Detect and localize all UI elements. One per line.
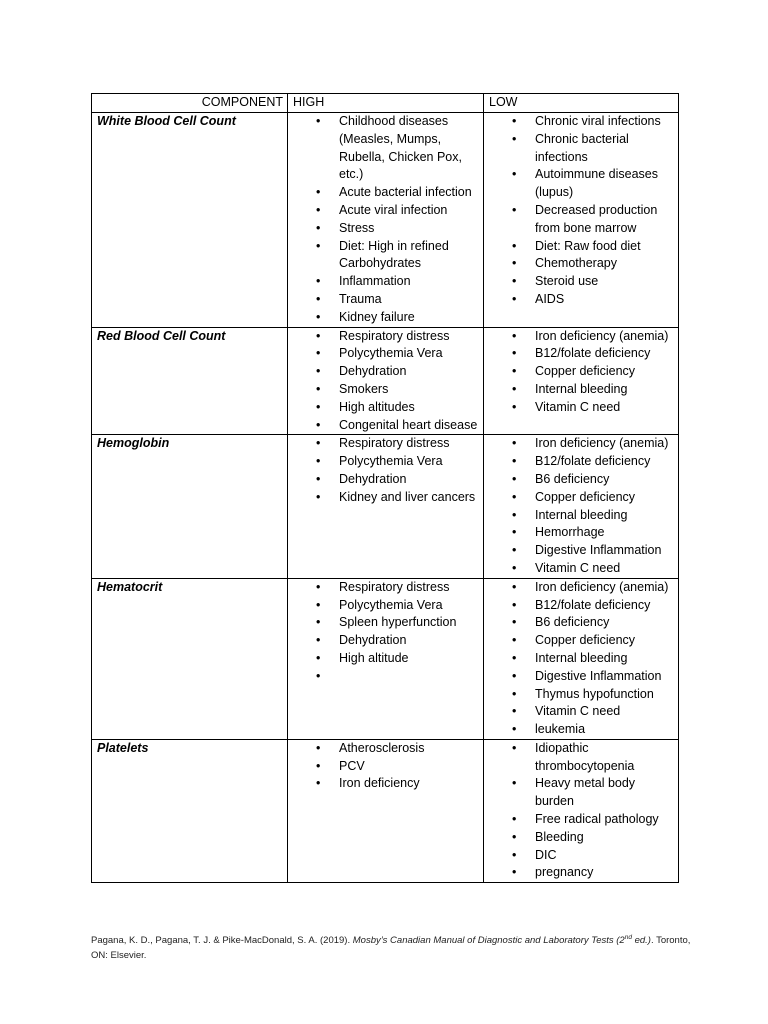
list-item [489, 202, 674, 238]
bullet-icon: • [512, 740, 517, 755]
list-item-text: Trauma [339, 291, 382, 306]
list-item [293, 471, 479, 489]
list-item [293, 309, 479, 327]
list-item [489, 847, 674, 865]
bullet-icon: • [316, 309, 321, 324]
bullet-icon: • [512, 668, 517, 683]
bullet-icon: • [316, 291, 321, 306]
bullet-icon: • [512, 865, 517, 880]
bullet-icon: • [512, 364, 517, 379]
list-item-text: B12/folate deficiency [535, 454, 651, 469]
list-item [293, 579, 479, 597]
high-causes-list [293, 113, 479, 327]
table-row [92, 435, 679, 578]
bullet-icon: • [512, 471, 517, 486]
list-item [489, 381, 674, 399]
bullet-icon: • [316, 346, 321, 361]
list-item [489, 489, 674, 507]
list-item-text: Thymus hypofunction [535, 686, 654, 701]
list-item [293, 399, 479, 417]
list-item-text: B6 deficiency [535, 615, 610, 630]
bullet-icon: • [512, 829, 517, 844]
citation-title: Mosby’s Canadian Manual of Diagnostic and Laboratory Tests (2nd ed.) [352, 933, 651, 946]
list-item [293, 597, 479, 615]
list-item-text: Copper deficiency [535, 364, 636, 379]
list-item-text: Vitamin C need [535, 399, 621, 414]
citation-title-superscript: nd [624, 933, 632, 941]
list-item-text: Iron deficiency (anemia) [535, 328, 669, 343]
bullet-icon: • [316, 328, 321, 343]
high-causes-cell [288, 739, 484, 882]
bullet-icon: • [512, 131, 517, 146]
bullet-icon: • [512, 704, 517, 719]
list-item [489, 597, 674, 615]
bullet-icon: • [512, 399, 517, 414]
bullet-icon: • [316, 220, 321, 235]
list-item-text: B6 deficiency [535, 471, 610, 486]
list-item [293, 614, 479, 632]
bullet-icon: • [512, 579, 517, 594]
bullet-icon: • [316, 364, 321, 379]
bullet-icon: • [512, 560, 517, 575]
list-item-text: Digestive Inflammation [535, 668, 662, 683]
list-item-text: Chronic viral infections [535, 114, 661, 128]
bullet-icon: • [316, 381, 321, 396]
list-item-text: Digestive Inflammation [535, 543, 662, 558]
list-item-text: Atherosclerosis [339, 740, 425, 755]
list-item [489, 363, 674, 381]
list-item [489, 811, 674, 829]
low-causes-cell [484, 113, 679, 328]
list-item [489, 721, 674, 739]
list-item-text: Hemorrhage [535, 525, 605, 540]
list-item-text: Vitamin C need [535, 704, 621, 719]
list-item [489, 453, 674, 471]
high-causes-list [293, 435, 479, 506]
list-item [489, 614, 674, 632]
bullet-icon: • [316, 274, 321, 289]
list-item-text: Kidney and liver cancers [339, 489, 476, 504]
bullet-icon: • [316, 489, 321, 504]
bullet-icon: • [512, 256, 517, 271]
bullet-icon: • [512, 812, 517, 827]
list-item [489, 524, 674, 542]
list-item [489, 131, 674, 167]
list-item-text: Decreased production from bone marrow [535, 202, 658, 235]
list-item [293, 328, 479, 346]
list-item-text: leukemia [535, 722, 586, 737]
list-item [293, 291, 479, 309]
low-causes-list [489, 328, 674, 417]
bullet-icon: • [512, 776, 517, 791]
bullet-icon: • [512, 686, 517, 701]
high-causes-cell [288, 435, 484, 578]
list-item [489, 650, 674, 668]
list-item [489, 507, 674, 525]
list-item [293, 184, 479, 202]
bullet-icon: • [512, 615, 517, 630]
bullet-icon: • [512, 291, 517, 306]
list-item-text: Respiratory distress [339, 436, 450, 451]
list-item-text: pregnancy [535, 865, 594, 880]
bullet-icon: • [316, 740, 321, 755]
list-item [293, 650, 479, 668]
list-item-text: Respiratory distress [339, 328, 450, 343]
list-item [489, 632, 674, 650]
bullet-icon: • [316, 668, 321, 683]
bullet-icon: • [512, 722, 517, 737]
list-item-text: Chronic bacterial infections [535, 131, 629, 164]
bullet-icon: • [316, 238, 321, 253]
list-item [293, 758, 479, 776]
bullet-icon: • [512, 114, 517, 128]
list-item [489, 668, 674, 686]
list-item [489, 291, 674, 309]
table-row [92, 327, 679, 435]
bullet-icon: • [512, 274, 517, 289]
component-name: Red Blood Cell Count [92, 327, 288, 435]
list-item [293, 363, 479, 381]
list-item [293, 113, 479, 184]
list-item-text: Dehydration [339, 364, 407, 379]
bullet-icon: • [512, 507, 517, 522]
list-item [489, 775, 674, 811]
list-item-text: Iron deficiency (anemia) [535, 436, 669, 451]
bullet-icon: • [512, 346, 517, 361]
bullet-icon: • [316, 454, 321, 469]
list-item-text: High altitude [339, 650, 409, 665]
bullet-icon: • [316, 114, 321, 128]
list-item-text: Bleeding [535, 829, 584, 844]
list-item-text: Polycythemia Vera [339, 454, 443, 469]
list-item [489, 703, 674, 721]
list-item-text: Stress [339, 220, 375, 235]
low-causes-list [489, 740, 674, 882]
list-item [489, 686, 674, 704]
bullet-icon: • [316, 615, 321, 630]
bullet-icon: • [512, 202, 517, 217]
list-item [293, 775, 479, 793]
table-row [92, 113, 679, 328]
list-item-text: Inflammation [339, 274, 411, 289]
list-item [293, 453, 479, 471]
list-item-text: Congenital heart disease [339, 417, 478, 432]
bullet-icon: • [316, 579, 321, 594]
high-causes-cell [288, 578, 484, 739]
list-item-text: Kidney failure [339, 309, 415, 324]
bullet-icon: • [512, 167, 517, 182]
list-item-text: PCV [339, 758, 365, 773]
bullet-icon: • [512, 381, 517, 396]
list-item [293, 345, 479, 363]
list-item-text: AIDS [535, 291, 565, 306]
list-item-text: Vitamin C need [535, 560, 621, 575]
list-item-text: Smokers [339, 381, 389, 396]
list-item-text: B12/folate deficiency [535, 346, 651, 361]
bullet-icon: • [512, 454, 517, 469]
list-item [489, 399, 674, 417]
list-item-text: Acute viral infection [339, 202, 448, 217]
bullet-icon: • [512, 489, 517, 504]
header-low: LOW [484, 94, 679, 113]
bullet-icon: • [316, 436, 321, 451]
bullet-icon: • [512, 847, 517, 862]
list-item [489, 238, 674, 256]
list-item-text: Chemotherapy [535, 256, 617, 271]
list-item-text: Polycythemia Vera [339, 346, 443, 361]
component-name: Platelets [92, 739, 288, 882]
header-high: HIGH [288, 94, 484, 113]
high-causes-list [293, 579, 479, 686]
list-item [489, 560, 674, 578]
list-item-text: Steroid use [535, 274, 599, 289]
list-item [489, 113, 674, 131]
low-causes-list [489, 113, 674, 309]
list-item-text: High altitudes [339, 399, 415, 414]
list-item-text: Respiratory distress [339, 579, 450, 594]
component-name: Hemoglobin [92, 435, 288, 578]
bullet-icon: • [512, 328, 517, 343]
bullet-icon: • [316, 758, 321, 773]
high-causes-list [293, 328, 479, 435]
list-item-text: Autoimmune diseases (lupus) [535, 167, 658, 200]
bullet-icon: • [512, 650, 517, 665]
bullet-icon: • [512, 633, 517, 648]
list-item-text: Internal bleeding [535, 507, 628, 522]
list-item [293, 740, 479, 758]
list-item-text: Childhood diseases (Measles, Mumps, Rubella, Chicken Pox, etc.) [339, 114, 462, 182]
list-item-text: Internal bleeding [535, 650, 628, 665]
bullet-icon: • [512, 238, 517, 253]
list-item-text: Dehydration [339, 471, 407, 486]
table-row [92, 739, 679, 882]
list-item-text: Diet: High in refined Carbohydrates [339, 238, 449, 271]
high-causes-cell [288, 327, 484, 435]
list-item-text: B12/folate deficiency [535, 597, 651, 612]
list-item-text: Free radical pathology [535, 812, 659, 827]
list-item-text: Copper deficiency [535, 633, 636, 648]
list-item [489, 471, 674, 489]
bullet-icon: • [316, 650, 321, 665]
list-item [293, 417, 479, 435]
list-item-text: Idiopathic thrombocytopenia [535, 740, 635, 773]
bullet-icon: • [512, 525, 517, 540]
citation-authors: Pagana, K. D., Pagana, T. J. & Pike-MacDonald, S. A. (2019). [91, 935, 353, 946]
low-causes-cell [484, 327, 679, 435]
component-name: Hematocrit [92, 578, 288, 739]
list-item-text: Heavy metal body burden [535, 776, 636, 809]
list-item [293, 238, 479, 274]
list-item [489, 542, 674, 560]
list-item [489, 829, 674, 847]
bullet-icon: • [316, 633, 321, 648]
header-row [92, 94, 679, 113]
list-item [293, 632, 479, 650]
list-item [489, 345, 674, 363]
list-item [293, 202, 479, 220]
low-causes-cell [484, 435, 679, 578]
header-component: COMPONENT [92, 94, 288, 113]
list-item [489, 273, 674, 291]
list-item [293, 668, 479, 686]
bullet-icon: • [316, 185, 321, 200]
list-item [489, 579, 674, 597]
list-item [489, 255, 674, 273]
citation-publisher: . Toronto, ON: Elsevier. [91, 935, 691, 961]
bullet-icon: • [316, 417, 321, 432]
table-row [92, 578, 679, 739]
table-body [92, 113, 679, 883]
bullet-icon: • [316, 597, 321, 612]
bullet-icon: • [316, 202, 321, 217]
bullet-icon: • [512, 597, 517, 612]
list-item [293, 273, 479, 291]
bullet-icon: • [316, 471, 321, 486]
list-item-text: Acute bacterial infection [339, 185, 472, 200]
bullet-icon: • [512, 436, 517, 451]
list-item [489, 328, 674, 346]
high-causes-cell [288, 113, 484, 328]
citation [91, 933, 691, 963]
list-item [293, 220, 479, 238]
list-item [489, 864, 674, 882]
list-item [293, 489, 479, 507]
list-item-text: Internal bleeding [535, 381, 628, 396]
low-causes-cell [484, 739, 679, 882]
list-item-text: Iron deficiency [339, 776, 420, 791]
list-item-text: Iron deficiency (anemia) [535, 579, 669, 594]
list-item [293, 381, 479, 399]
list-item-text: DIC [535, 847, 557, 862]
list-item [489, 166, 674, 202]
list-item-text: Spleen hyperfunction [339, 615, 457, 630]
low-causes-list [489, 579, 674, 739]
list-item-text: Copper deficiency [535, 489, 636, 504]
list-item-text: Diet: Raw food diet [535, 238, 641, 253]
list-item-text: Polycythemia Vera [339, 597, 443, 612]
list-item [489, 435, 674, 453]
list-item-text: Dehydration [339, 633, 407, 648]
low-causes-cell [484, 578, 679, 739]
list-item [293, 435, 479, 453]
bullet-icon: • [512, 543, 517, 558]
blood-test-reference-table [91, 93, 679, 883]
component-name: White Blood Cell Count [92, 113, 288, 328]
high-causes-list [293, 740, 479, 793]
bullet-icon: • [316, 776, 321, 791]
low-causes-list [489, 435, 674, 577]
bullet-icon: • [316, 399, 321, 414]
list-item [489, 740, 674, 776]
